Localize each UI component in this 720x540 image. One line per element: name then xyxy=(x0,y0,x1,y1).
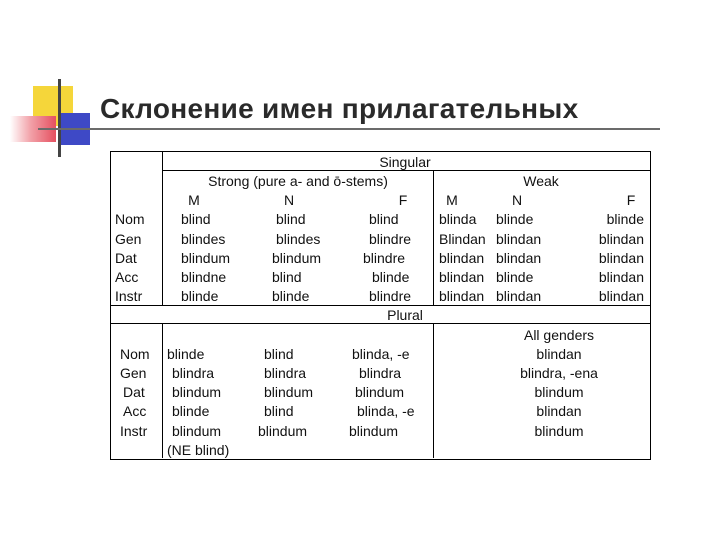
sg-strong-gen-m: blindes xyxy=(181,231,226,247)
singular-case-nom: Nom xyxy=(115,211,145,227)
sg-strong-dat-n: blindum xyxy=(272,250,322,266)
gender-weak-m: M xyxy=(446,192,458,208)
sg-strong-instr-m: blinde xyxy=(181,288,219,304)
sg-weak-nom-m: blinda xyxy=(439,211,477,227)
sg-strong-dat-f: blindre xyxy=(363,250,406,266)
pl-strong-instr-m: blindum xyxy=(172,423,222,439)
sg-weak-instr-m: blindan xyxy=(439,288,485,304)
sg-weak-acc-m: blindan xyxy=(439,269,485,285)
page-title: Склонение имен прилагательных xyxy=(100,93,579,124)
pl-strong-instr-f: blindum xyxy=(349,423,399,439)
plural-case-acc: Acc xyxy=(123,403,147,419)
sg-weak-acc-n: blinde xyxy=(496,269,534,285)
sg-strong-gen-n: blindes xyxy=(276,231,321,247)
line-strong-weak-divider xyxy=(433,170,434,305)
plural-case-gen: Gen xyxy=(120,365,147,381)
decor-vertical-line xyxy=(58,79,61,157)
sg-strong-acc-n: blind xyxy=(272,269,302,285)
pl-strong-gen-f: blindra xyxy=(359,365,402,381)
pl-weak-gen: blindra, -ena xyxy=(520,365,598,381)
pl-weak-nom: blindan xyxy=(536,346,582,362)
pl-strong-acc-m: blinde xyxy=(172,403,210,419)
pl-strong-dat-f: blindum xyxy=(355,384,405,400)
pl-weak-dat: blindum xyxy=(534,384,584,400)
sg-strong-acc-f: blinde xyxy=(372,269,410,285)
pl-weak-acc: blindan xyxy=(536,403,582,419)
sg-strong-acc-m: blindne xyxy=(181,269,227,285)
plural-case-nom: Nom xyxy=(120,346,150,362)
sg-weak-gen-m: Blindan xyxy=(439,231,486,247)
sg-weak-acc-f: blindan xyxy=(598,269,644,285)
sg-weak-instr-n: blindan xyxy=(496,288,542,304)
gender-strong-f: F xyxy=(398,192,408,208)
singular-case-instr: Instr xyxy=(115,288,143,304)
sg-weak-nom-n: blinde xyxy=(496,211,534,227)
pl-strong-dat-m: blindum xyxy=(172,384,222,400)
sg-weak-dat-m: blindan xyxy=(439,250,485,266)
sg-strong-nom-m: blind xyxy=(181,211,211,227)
pl-weak-instr: blindum xyxy=(534,423,584,439)
pl-strong-gen-m: blindra xyxy=(172,365,215,381)
pl-strong-nom-f: blinda, -e xyxy=(352,346,410,362)
pl-strong-note: (NE blind) xyxy=(167,442,230,458)
pl-strong-gen-n: blindra xyxy=(264,365,307,381)
singular-case-acc: Acc xyxy=(115,269,139,285)
pl-strong-acc-n: blind xyxy=(264,403,294,419)
singular-case-dat: Dat xyxy=(115,250,137,266)
sg-strong-gen-f: blindre xyxy=(369,231,412,247)
line-case-column xyxy=(162,151,163,305)
pl-strong-nom-n: blind xyxy=(264,346,294,362)
line-below-plural xyxy=(110,323,650,324)
gender-weak-f: F xyxy=(626,192,636,208)
plural-case-instr: Instr xyxy=(120,423,148,439)
sg-weak-instr-f: blindan xyxy=(598,288,644,304)
plural-weak-header: All genders xyxy=(523,327,595,343)
gender-strong-n: N xyxy=(283,192,295,208)
sg-weak-dat-n: blindan xyxy=(496,250,542,266)
sg-strong-instr-n: blinde xyxy=(272,288,310,304)
sg-strong-nom-f: blind xyxy=(369,211,399,227)
pl-strong-acc-f: blinda, -e xyxy=(357,403,415,419)
line-case-column-plural xyxy=(162,323,163,458)
singular-header: Singular xyxy=(379,154,431,170)
pl-strong-dat-n: blindum xyxy=(264,384,314,400)
sg-strong-nom-n: blind xyxy=(276,211,306,227)
weak-header: Weak xyxy=(523,173,559,189)
singular-case-gen: Gen xyxy=(115,231,142,247)
plural-case-dat: Dat xyxy=(123,384,145,400)
sg-weak-dat-f: blindan xyxy=(598,250,644,266)
sg-weak-gen-f: blindan xyxy=(598,231,644,247)
sg-weak-gen-n: blindan xyxy=(496,231,542,247)
line-strong-weak-divider-plural xyxy=(433,323,434,458)
sg-strong-instr-f: blindre xyxy=(369,288,412,304)
line-under-singular-header xyxy=(162,170,650,171)
gender-strong-m: M xyxy=(188,192,200,208)
sg-strong-dat-m: blindum xyxy=(181,250,231,266)
pl-strong-instr-n: blindum xyxy=(258,423,308,439)
title-underline xyxy=(38,128,660,130)
strong-header: Strong (pure a- and ō-stems) xyxy=(208,173,388,189)
plural-header: Plural xyxy=(387,307,423,323)
gender-weak-n: N xyxy=(511,192,523,208)
sg-weak-nom-f: blinde xyxy=(606,211,644,227)
pl-strong-nom-m: blinde xyxy=(167,346,205,362)
line-above-plural xyxy=(110,305,650,306)
